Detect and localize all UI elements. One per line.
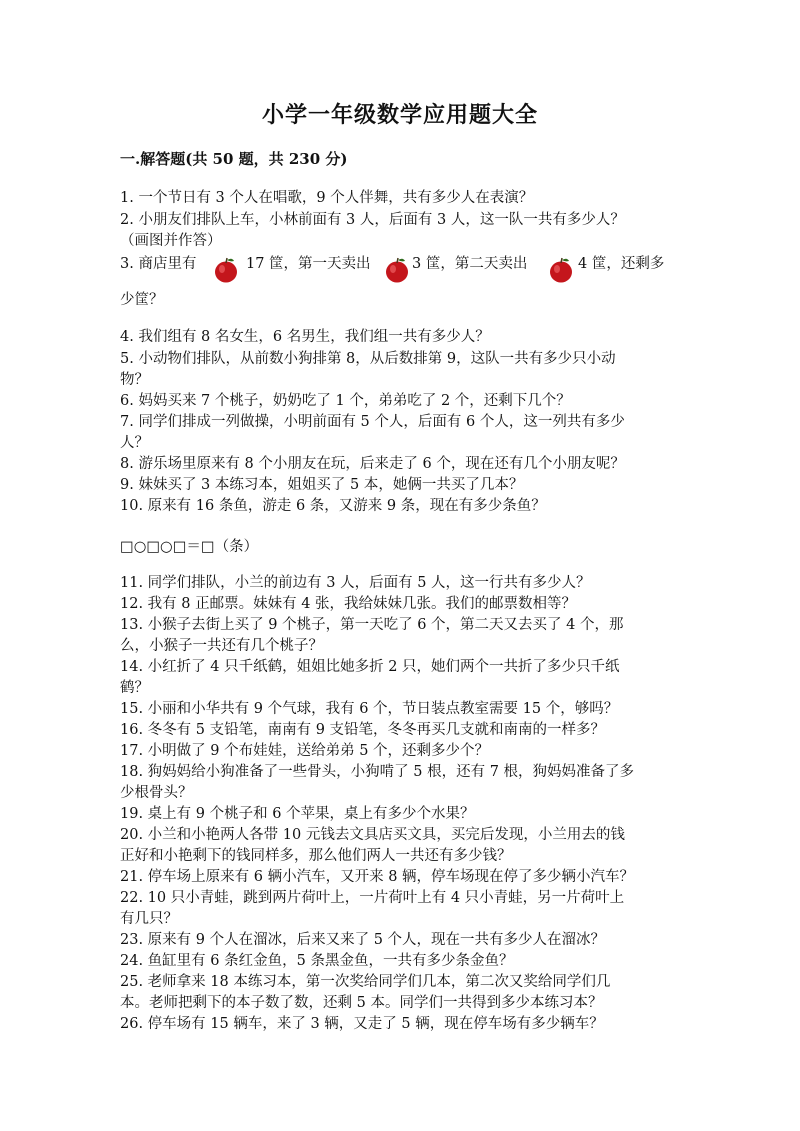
- question-16: 16. 冬冬有 5 支铅笔，南南有 9 支铅笔，冬冬再买几支就和南南的一样多？: [120, 722, 606, 738]
- question-13: 13. 小猴子去街上买了 9 个桃子，第一天吃了 6 个，第二天又去买了 4 个，那: [120, 617, 624, 633]
- question-17: 17. 小明做了 9 个布娃娃，送给弟弟 5 个，还剩多少个？: [120, 743, 490, 759]
- question-13-cont: 么，小猴子一共还有几个桃子？: [120, 638, 323, 654]
- question-21: 21. 停车场上原来有 6 辆小汽车，又开来 8 辆，停车场现在停了多少辆小汽车？: [120, 869, 635, 885]
- question-2-note: （画图并作答）: [120, 233, 222, 249]
- question-25: 25. 老师拿来 18 本练习本，第一次奖给同学们几本，第二次又奖给同学们几: [120, 974, 611, 990]
- question-22-cont: 有几只？: [120, 911, 178, 927]
- apple-icon: [383, 256, 411, 284]
- question-11: 11. 同学们排队，小兰的前边有 3 人，后面有 5 人，这一行共有多少人？: [120, 575, 591, 591]
- section-heading: 一.解答题(共 50 题，共 230 分): [120, 150, 348, 168]
- page-title: 小学一年级数学应用题大全: [261, 102, 538, 128]
- question-2: 2. 小朋友们排队上车，小林前面有 3 人，后面有 3 人，这一队一共有多少人？: [120, 212, 625, 228]
- question-15: 15. 小丽和小华共有 9 个气球，我有 6 个，节日装点教室需要 15 个，够吗？: [120, 701, 619, 717]
- question-3-text-4: 4 筐，还剩多: [578, 256, 665, 272]
- question-3-cont: 少筐？: [120, 292, 164, 308]
- question-10-formula: □○□○□＝□（条）: [120, 539, 259, 555]
- question-12: 12. 我有 8 正邮票。妹妹有 4 张，我给妹妹几张。我们的邮票数相等？: [120, 596, 577, 612]
- question-18: 18. 狗妈妈给小狗准备了一些骨头，小狗啃了 5 根，还有 7 根，狗妈妈准备了多: [120, 764, 635, 780]
- question-9: 9. 妹妹买了 3 本练习本，姐姐买了 5 本，她俩一共买了几本？: [120, 477, 524, 493]
- question-8: 8. 游乐场里原来有 8 个小朋友在玩，后来走了 6 个，现在还有几个小朋友呢？: [120, 456, 625, 472]
- question-26: 26. 停车场有 15 辆车，来了 3 辆，又走了 5 辆，现在停车场有多少辆车？: [120, 1016, 604, 1032]
- question-24: 24. 鱼缸里有 6 条红金鱼，5 条黑金鱼，一共有多少条金鱼？: [120, 953, 514, 969]
- question-4: 4. 我们组有 8 名女生，6 名男生，我们组一共有多少人？: [120, 329, 490, 345]
- question-7: 7. 同学们排成一列做操，小明前面有 5 个人，后面有 6 个人，这一列共有多少: [120, 414, 625, 430]
- question-20-cont: 正好和小艳剩下的钱同样多，那么他们两人一共还有多少钱？: [120, 848, 512, 864]
- question-25-cont: 本。老师把剩下的本子数了数，还剩 5 本。同学们一共得到多少本练习本？: [120, 995, 603, 1011]
- question-22: 22. 10 只小青蛙，跳到两片荷叶上，一片荷叶上有 4 只小青蛙，另一片荷叶上: [120, 890, 625, 906]
- question-3-text-2: 17 筐，第一天卖出: [246, 256, 371, 272]
- question-3-text-3: 3 筐，第二天卖出: [412, 256, 528, 272]
- apple-icon: [547, 256, 575, 284]
- question-23: 23. 原来有 9 个人在溜冰，后来又来了 5 个人，现在一共有多少人在溜冰？: [120, 932, 606, 948]
- question-18-cont: 少根骨头？: [120, 785, 193, 801]
- apple-icon: [212, 256, 240, 284]
- question-6: 6. 妈妈买来 7 个桃子，奶奶吃了 1 个，弟弟吃了 2 个，还剩下几个？: [120, 393, 571, 409]
- question-10: 10. 原来有 16 条鱼，游走 6 条，又游来 9 条，现在有多少条鱼？: [120, 498, 546, 514]
- question-7-cont: 人？: [120, 435, 149, 451]
- question-1: 1. 一个节日有 3 个人在唱歌，9 个人伴舞，共有多少人在表演？: [120, 190, 534, 206]
- question-3: [120, 252, 700, 282]
- question-14: 14. 小红折了 4 只千纸鹤，姐姐比她多折 2 只，她们两个一共折了多少只千纸: [120, 659, 620, 675]
- question-5: 5. 小动物们排队，从前数小狗排第 8，从后数排第 9，这队一共有多少只小动: [120, 351, 616, 367]
- question-14-cont: 鹤？: [120, 680, 149, 696]
- question-20: 20. 小兰和小艳两人各带 10 元钱去文具店买文具，买完后发现，小兰用去的钱: [120, 827, 625, 843]
- question-19: 19. 桌上有 9 个桃子和 6 个苹果，桌上有多少个水果？: [120, 806, 475, 822]
- question-3-text-1: 3. 商店里有: [120, 256, 197, 272]
- question-5-cont: 物？: [120, 372, 149, 388]
